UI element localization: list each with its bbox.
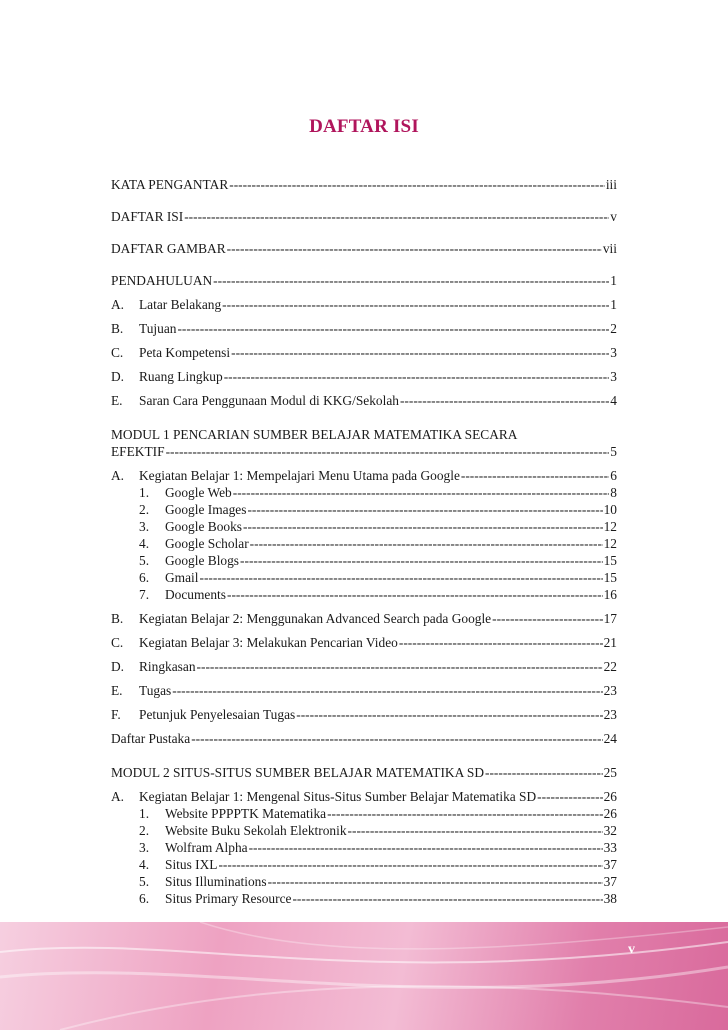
toc-entry-ixl[interactable] xyxy=(111,856,617,873)
toc-entry-daftar-gambar[interactable] xyxy=(111,240,617,257)
toc-entry-label: Situs Illuminations xyxy=(165,874,267,889)
toc-entry-number: 3. xyxy=(139,840,150,855)
toc-entry-label: Wolfram Alpha xyxy=(165,840,248,855)
toc-entry-label: Google Images xyxy=(165,502,247,517)
toc-entry-pppptk[interactable] xyxy=(111,805,617,822)
page-number: v xyxy=(628,942,635,957)
toc-page-number: v xyxy=(610,209,617,224)
toc-entry-primary-resource[interactable] xyxy=(111,890,617,907)
toc-entry-daftar-pustaka[interactable] xyxy=(111,730,617,747)
toc-entry-modul2-kegiatan-1[interactable] xyxy=(111,788,617,805)
toc-entry-number: B. xyxy=(111,611,124,626)
toc-entry-tujuan[interactable] xyxy=(111,320,617,337)
toc-entry-daftar-isi[interactable] xyxy=(111,208,617,225)
toc-page-number: 4 xyxy=(610,393,617,408)
toc-page-number: 37 xyxy=(603,874,617,889)
toc-page-number: 21 xyxy=(603,635,617,650)
toc-entry-label: Gmail xyxy=(165,570,199,585)
toc-page-number: 22 xyxy=(603,659,617,674)
toc-entry-google-books[interactable] xyxy=(111,518,617,535)
toc-entry-kegiatan-belajar-1[interactable] xyxy=(111,467,617,484)
toc-heading-modul-1[interactable]: MODUL 1 PENCARIAN SUMBER BELAJAR MATEMATIKA SECARA xyxy=(111,427,518,442)
toc-entry-google-web[interactable] xyxy=(111,484,617,501)
toc-entry-label: Daftar Pustaka xyxy=(111,731,191,746)
toc-entry-label: Google Books xyxy=(165,519,242,534)
toc-page-number: 15 xyxy=(603,553,617,568)
toc-page-number: 1 xyxy=(610,273,617,288)
toc-entry-wolfram[interactable] xyxy=(111,839,617,856)
toc-entry-ringkasan[interactable] xyxy=(111,658,617,675)
toc-entry-number: A. xyxy=(111,297,125,312)
toc-entry-kegiatan-belajar-2[interactable] xyxy=(111,610,617,627)
toc-entry-number: 5. xyxy=(139,553,150,568)
toc-entry-label: MODUL 2 SITUS-SITUS SUMBER BELAJAR MATEMATIKA SD xyxy=(111,765,484,780)
toc-entry-label: Google Web xyxy=(165,485,232,500)
toc-entry-number: 6. xyxy=(139,891,150,906)
toc-page-number: 3 xyxy=(610,345,617,360)
toc-entry-label: KATA PENGANTAR xyxy=(111,177,229,192)
toc-entry-number: F. xyxy=(111,707,121,722)
toc-page-number: vii xyxy=(602,241,617,256)
toc-entry-number: 6. xyxy=(139,570,150,585)
toc-entry-number: D. xyxy=(111,659,125,674)
toc-entry-number: B. xyxy=(111,321,124,336)
toc-entry-label: Situs Primary Resource xyxy=(165,891,292,906)
toc-entry-gmail[interactable] xyxy=(111,569,617,586)
toc-entry-label: Website PPPPTK Matematika xyxy=(165,806,327,821)
toc-entry-tugas[interactable] xyxy=(111,682,617,699)
toc-entry-label: EFEKTIF xyxy=(111,444,165,459)
toc-entry-kata-pengantar[interactable] xyxy=(111,176,617,193)
toc-page-number: 6 xyxy=(610,468,617,483)
toc-entry-kegiatan-belajar-3[interactable] xyxy=(111,634,617,651)
toc-entry-pendahuluan[interactable] xyxy=(111,272,617,289)
toc-entry-label: Tujuan xyxy=(139,321,177,336)
toc-page-number: 23 xyxy=(603,683,617,698)
toc-page-number: 37 xyxy=(603,857,617,872)
toc-entry-label: Google Blogs xyxy=(165,553,240,568)
toc-page-number: 5 xyxy=(610,444,617,459)
toc-page-number: 12 xyxy=(603,536,617,551)
toc-entry-modul-2[interactable] xyxy=(111,764,617,781)
toc-entry-peta-kompetensi[interactable] xyxy=(111,344,617,361)
toc-page-number: 32 xyxy=(603,823,617,838)
toc-entry-label: Kegiatan Belajar 2: Menggunakan Advanced Search pada Google xyxy=(139,611,492,626)
toc-page-number: 26 xyxy=(603,806,617,821)
toc-entry-label: Website Buku Sekolah Elektronik xyxy=(165,823,347,838)
footer-swirl-graphic xyxy=(0,922,728,1030)
toc-page-number: 38 xyxy=(603,891,617,906)
toc-entry-label: Documents xyxy=(165,587,226,602)
toc-entry-number: 4. xyxy=(139,536,150,551)
toc-entry-label: PENDAHULUAN xyxy=(111,273,213,288)
toc-entry-number: A. xyxy=(111,468,125,483)
page-title: DAFTAR ISI xyxy=(309,116,419,137)
toc-entry-number: 2. xyxy=(139,823,150,838)
toc-page-number: 26 xyxy=(603,789,617,804)
toc-page-number: 2 xyxy=(610,321,617,336)
toc-page-number: 1 xyxy=(610,297,617,312)
toc-entry-ruang-lingkup[interactable] xyxy=(111,368,617,385)
toc-entry-google-blogs[interactable] xyxy=(111,552,617,569)
toc-page-number: 33 xyxy=(603,840,617,855)
toc-page-number: iii xyxy=(605,177,617,192)
toc-entry-number: A. xyxy=(111,789,125,804)
toc-page-number: 3 xyxy=(610,369,617,384)
toc-entry-label: DAFTAR ISI xyxy=(111,209,184,224)
toc-entry-label: Saran Cara Penggunaan Modul di KKG/Sekolah xyxy=(139,393,399,408)
toc-entry-bse[interactable] xyxy=(111,822,617,839)
toc-entry-label: Peta Kompetensi xyxy=(139,345,231,360)
toc-entry-label: Kegiatan Belajar 1: Mengenal Situs-Situs Sumber Belajar Matematika SD xyxy=(139,789,537,804)
toc-entry-label: Ruang Lingkup xyxy=(139,369,223,384)
toc-entry-label: Petunjuk Penyelesaian Tugas xyxy=(139,707,296,722)
toc-page-number: 24 xyxy=(603,731,617,746)
toc-entry-number: 4. xyxy=(139,857,150,872)
toc-entry-google-images[interactable] xyxy=(111,501,617,518)
toc-entry-label: Situs IXL xyxy=(165,857,218,872)
toc-entry-number: E. xyxy=(111,683,123,698)
toc-entry-label: Kegiatan Belajar 1: Mempelajari Menu Utama pada Google xyxy=(139,468,460,483)
toc-entry-number: 5. xyxy=(139,874,150,889)
toc-entry-saran-cara[interactable] xyxy=(111,392,617,409)
toc-page-number: 17 xyxy=(603,611,617,626)
toc-entry-number: 1. xyxy=(139,485,150,500)
toc-entry-label: DAFTAR GAMBAR xyxy=(111,241,226,256)
toc-page-number: 25 xyxy=(603,765,617,780)
toc-entry-label: Tugas xyxy=(139,683,172,698)
toc-entry-label: Latar Belakang xyxy=(139,297,222,312)
toc-entry-number: C. xyxy=(111,635,124,650)
toc-entry-label: Kegiatan Belajar 3: Melakukan Pencarian Video xyxy=(139,635,398,650)
toc-entry-label: Ringkasan xyxy=(139,659,196,674)
footer-decoration xyxy=(0,922,728,1030)
toc-entry-number: 7. xyxy=(139,587,150,602)
toc-entry-label: Google Scholar xyxy=(165,536,249,551)
toc-entry-number: 2. xyxy=(139,502,150,517)
toc-entry-petunjuk[interactable] xyxy=(111,706,617,723)
toc-entry-number: 3. xyxy=(139,519,150,534)
toc-entry-documents[interactable] xyxy=(111,586,617,603)
toc-entry-number: 1. xyxy=(139,806,150,821)
toc-page-number: 15 xyxy=(603,570,617,585)
toc-page-number: 10 xyxy=(603,502,617,517)
toc-entry-number: E. xyxy=(111,393,123,408)
toc-entry-modul-1[interactable] xyxy=(111,443,617,460)
toc-page-number: 8 xyxy=(610,485,617,500)
toc-page-number: 12 xyxy=(603,519,617,534)
toc-page-number: 23 xyxy=(603,707,617,722)
toc-entry-illuminations[interactable] xyxy=(111,873,617,890)
toc-page-number: 16 xyxy=(603,587,617,602)
toc-entry-latar-belakang[interactable] xyxy=(111,296,617,313)
toc-entry-google-scholar[interactable] xyxy=(111,535,617,552)
toc-entry-number: D. xyxy=(111,369,125,384)
toc-entry-number: C. xyxy=(111,345,124,360)
